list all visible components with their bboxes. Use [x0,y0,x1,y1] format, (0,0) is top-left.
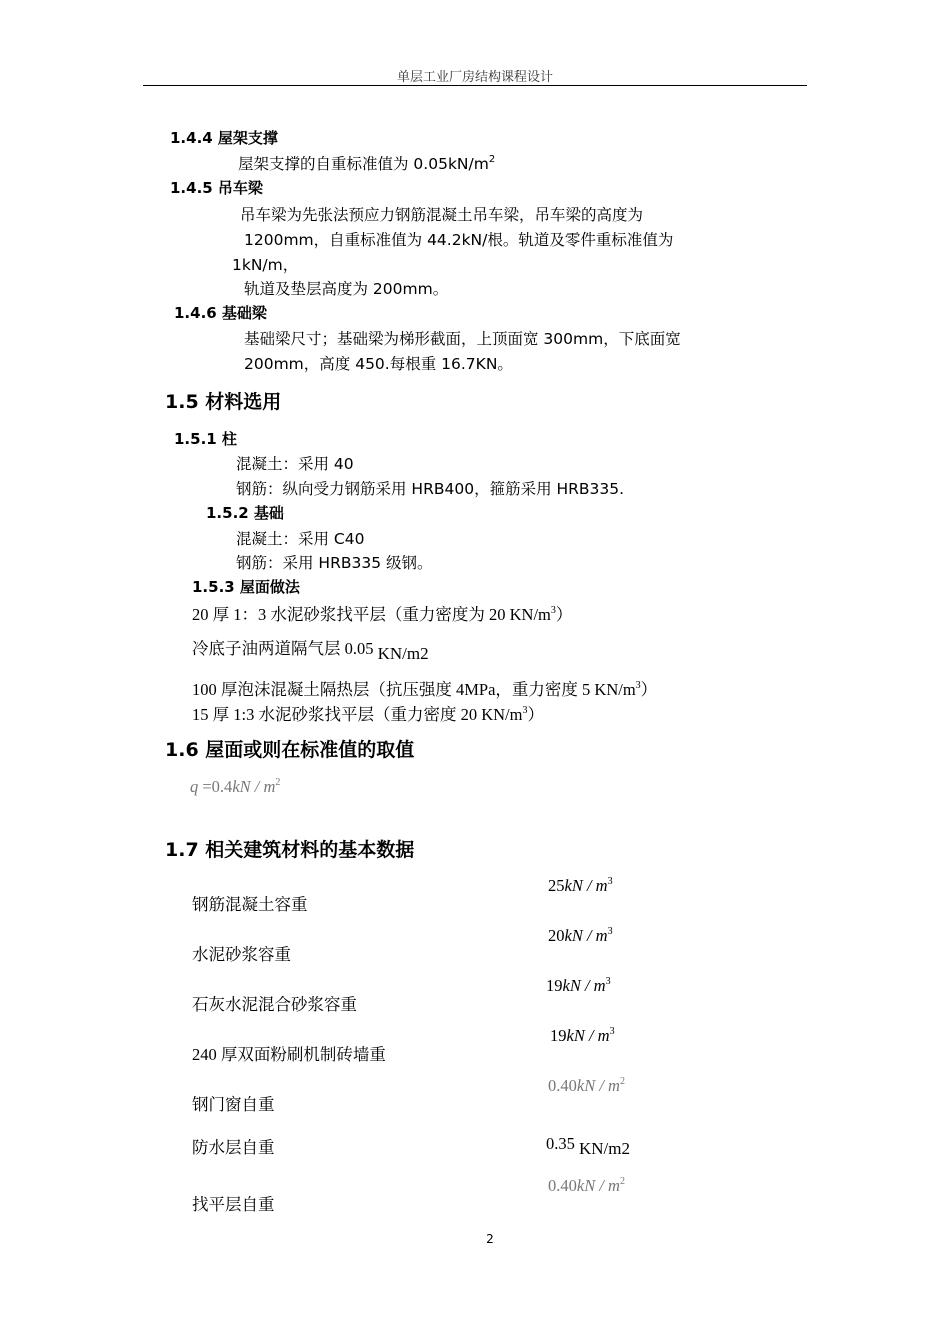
text-line: 混凝土：采用 40 [236,455,354,473]
text-line: 1200mm，自重标准值为 44.2kN/根。轨道及零件重标准值为 [244,231,674,249]
material-name: 240 厚双面粉刷机制砖墙重 [192,1045,386,1064]
material-name: 水泥砂浆容重 [192,945,291,964]
text-line: 15 厚 1:3 水泥砂浆找平层（重力密度 20 $KN/m^3$） [192,705,544,724]
text-line: 基础梁尺寸；基础梁为梯形截面，上顶面宽 300mm，下底面宽 [244,330,681,348]
heading-1-5-1: 1.5.1 柱 [174,430,237,448]
page-header: 单层工业厂房结构课程设计 [396,70,553,85]
heading-1-4-4: 1.4.4 屋架支撑 [170,129,278,147]
text-line: 1kN/m， [232,256,299,274]
material-name: 钢筋混凝土容重 [192,895,308,914]
formula-q: $q =0.4kN / m^2$ [190,777,281,796]
material-value: $19kN / m^3$ [550,1026,615,1045]
text-line: 100 厚泡沫混凝土隔热层（抗压强度 4MPa，重力密度 5 $KN/m^3$） [192,680,658,699]
material-value: $20kN / m^3$ [548,926,613,945]
heading-1-5: 1.5 材料选用 [165,391,282,413]
heading-1-6: 1.6 屋面或则在标准值的取值 [165,739,415,761]
heading-1-7: 1.7 相关建筑材料的基本数据 [165,839,415,861]
material-value: $25kN / m^3$ [548,876,613,895]
material-name: 石灰水泥混合砂浆容重 [192,995,357,1014]
heading-1-5-2: 1.5.2 基础 [206,504,284,522]
text-line: 吊车梁为先张法预应力钢筋混凝土吊车梁，吊车梁的高度为 [240,206,644,224]
text-line: 200mm，高度 450.每根重 16.7KN。 [244,355,513,373]
material-name: 找平层自重 [192,1195,275,1214]
material-value: $0.40kN / m^2$ [548,1076,625,1095]
material-value: 0.35 KN/m2 [546,1134,630,1158]
material-value: $0.40kN / m^2$ [548,1176,625,1195]
text-line: 钢筋：采用 HRB335 级钢。 [236,554,433,572]
text-line: 屋架支撑的自重标准值为 $0.05kN/m^2$ [238,154,496,173]
text-line: 冷底子油两道隔气层 0.05 KN/m2 [192,639,429,663]
text-line: 20 厚 1：3 水泥砂浆找平层（重力密度为 20 $KN/m^3$） [192,605,573,624]
text-line: 钢筋：纵向受力钢筋采用 HRB400，箍筋采用 HRB335. [236,480,625,498]
heading-1-4-5: 1.4.5 吊车梁 [170,179,263,197]
material-name: 钢门窗自重 [192,1095,275,1114]
header-rule [143,85,807,86]
heading-1-5-3: 1.5.3 屋面做法 [192,578,300,596]
text-line: 混凝土：采用 C40 [236,530,365,548]
heading-1-4-6: 1.4.6 基础梁 [174,304,267,322]
material-value: $19kN / m^3$ [546,976,611,995]
text-line: 轨道及垫层高度为 200mm。 [244,280,449,298]
material-name: 防水层自重 [192,1138,275,1157]
page-number: 2 [486,1232,494,1246]
